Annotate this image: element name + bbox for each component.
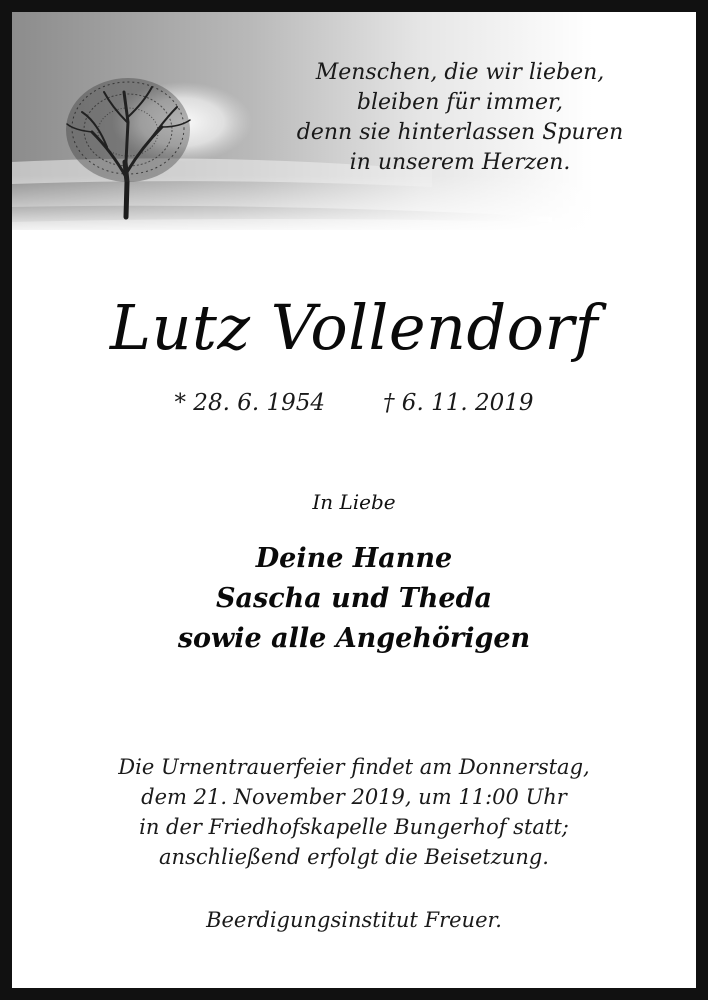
mourners-list [12,539,696,659]
service-line: in der Friedhofskapelle Bungerhof statt; [139,815,569,839]
service-line: Die Urnentrauerfeier findet am Donnerstag, [118,755,590,779]
birth-date: * 28. 6. 1954 [174,390,325,416]
poem-line: bleiben für immer, [356,90,564,115]
death-date: † 6. 11. 2019 [383,390,534,416]
poem-line: Menschen, die wir lieben, [315,60,605,85]
life-dates [12,388,696,418]
poem [250,58,670,178]
undertaker: Beerdigungsinstitut Freuer. [206,908,502,932]
mourners-intro: In Liebe [312,490,396,514]
deceased-name: Lutz Vollendorf [109,291,599,364]
service-line: anschließend erfolgt die Beisetzung. [159,845,549,869]
service-details [12,752,696,872]
service-line: dem 21. November 2019, um 11:00 Uhr [141,785,567,809]
mourner-name: Deine Hanne [255,543,453,574]
mourner-name: Sascha und Theda [216,583,492,614]
poem-line: denn sie hinterlassen Spuren [296,120,624,145]
poem-line: in unserem Herzen. [349,150,571,175]
mourner-name: sowie alle Angehörigen [177,623,531,654]
